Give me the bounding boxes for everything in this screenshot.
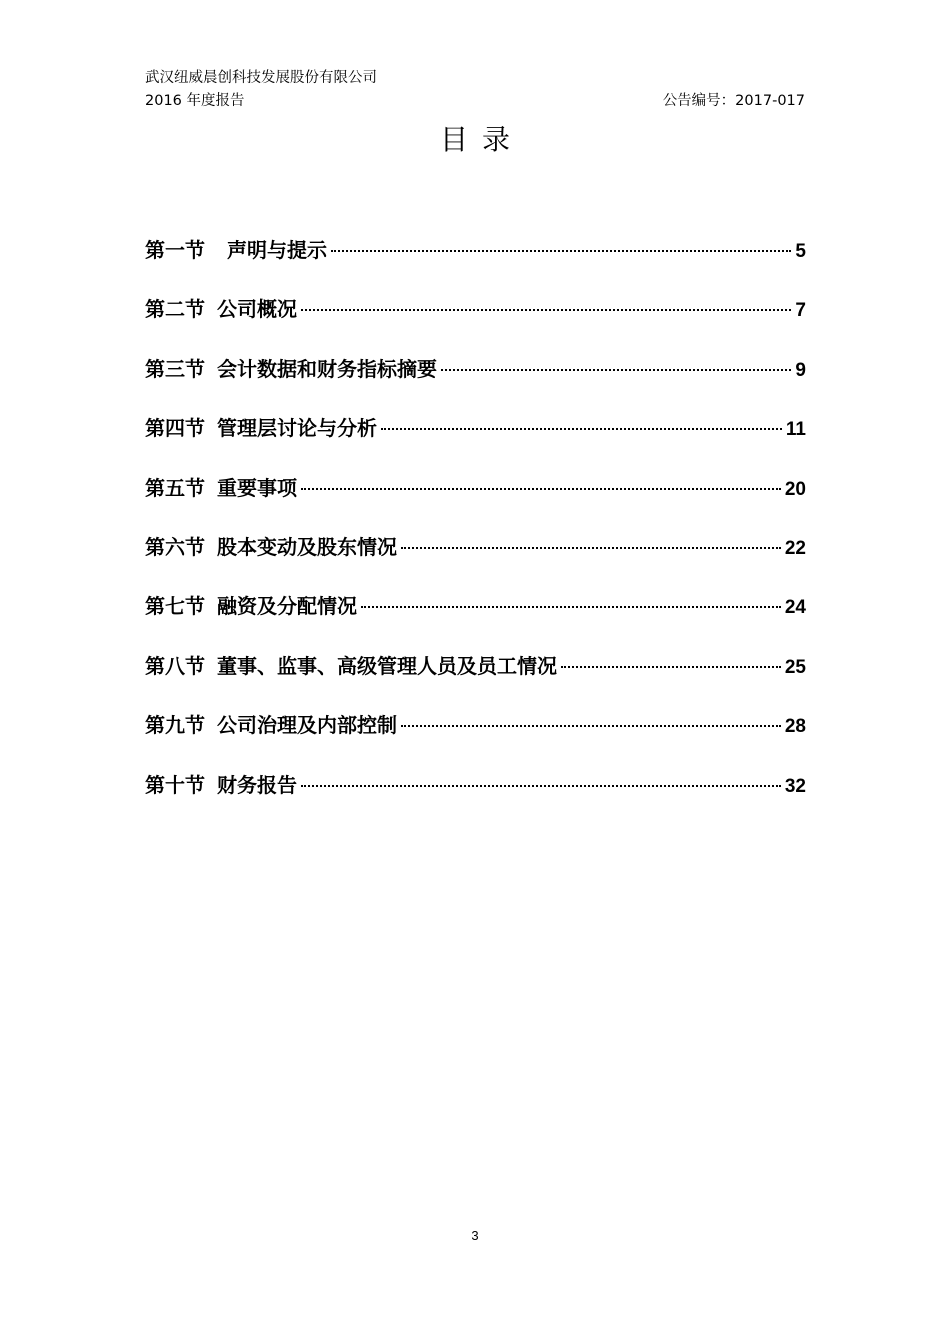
toc-section-number: 第五节	[145, 475, 205, 500]
toc-entry-1[interactable]	[145, 230, 806, 289]
toc-section-title: 声明与提示	[227, 238, 327, 262]
toc-page-number: 28	[784, 716, 806, 738]
toc-section-number: 第一节	[145, 238, 205, 262]
toc-dot-leader	[381, 428, 782, 430]
toc-dot-leader	[301, 785, 781, 787]
toc-page-number: 7	[795, 300, 806, 322]
toc-section-title: 会计数据和财务指标摘要	[217, 356, 437, 381]
toc-section-number: 第十节	[145, 772, 205, 797]
toc-section-number: 第八节	[145, 653, 205, 678]
footer-page-number: 3	[471, 1228, 479, 1243]
header-report-year: 2016 年度报告	[145, 93, 245, 109]
toc-section-title: 公司概况	[217, 297, 297, 322]
toc-dot-leader	[331, 250, 791, 252]
toc-entry-6[interactable]	[145, 527, 806, 586]
toc-section-title: 重要事项	[217, 475, 297, 500]
toc-section-title: 董事、监事、高级管理人员及员工情况	[217, 653, 557, 678]
toc-page-number: 24	[784, 597, 806, 619]
toc-page-number: 32	[784, 775, 806, 797]
toc-entry-2[interactable]	[145, 289, 806, 348]
toc-entry-7[interactable]	[145, 586, 806, 645]
header-notice-number: 公告编号：2017-017	[662, 93, 805, 109]
toc-dot-leader	[301, 488, 781, 490]
toc-section-title: 公司治理及内部控制	[217, 713, 397, 738]
toc-page-number: 5	[795, 241, 806, 262]
toc-section-title: 财务报告	[217, 772, 297, 797]
toc-dot-leader	[561, 666, 781, 668]
toc-section-number: 第六节	[145, 534, 205, 559]
toc-section-number: 第四节	[145, 416, 205, 441]
toc-section-title: 股本变动及股东情况	[217, 534, 397, 559]
toc-dot-leader	[361, 606, 781, 608]
table-of-contents	[145, 230, 806, 824]
header-row	[145, 91, 805, 111]
toc-dot-leader	[401, 547, 781, 549]
toc-entry-10[interactable]	[145, 765, 806, 824]
toc-section-number: 第九节	[145, 713, 205, 738]
toc-page-number: 9	[795, 359, 806, 381]
toc-entry-3[interactable]	[145, 349, 806, 408]
toc-dot-leader	[441, 369, 791, 371]
toc-entry-8[interactable]	[145, 646, 806, 705]
header-company-name: 武汉纽威晨创科技发展股份有限公司	[145, 70, 377, 86]
page-title: 目录	[439, 123, 524, 156]
toc-page-number: 11	[785, 419, 806, 441]
toc-section-title: 融资及分配情况	[217, 594, 357, 619]
toc-page-number: 25	[784, 656, 806, 678]
toc-section-number: 第三节	[145, 356, 205, 381]
toc-section-title: 管理层讨论与分析	[217, 416, 377, 441]
toc-dot-leader	[301, 309, 791, 311]
toc-page-number: 22	[784, 537, 806, 559]
toc-entry-5[interactable]	[145, 468, 806, 527]
toc-section-number: 第二节	[145, 297, 205, 322]
toc-page-number: 20	[784, 478, 806, 500]
toc-dot-leader	[401, 725, 781, 727]
toc-entry-9[interactable]	[145, 705, 806, 764]
toc-section-number: 第七节	[145, 594, 205, 619]
toc-entry-4[interactable]	[145, 408, 806, 467]
